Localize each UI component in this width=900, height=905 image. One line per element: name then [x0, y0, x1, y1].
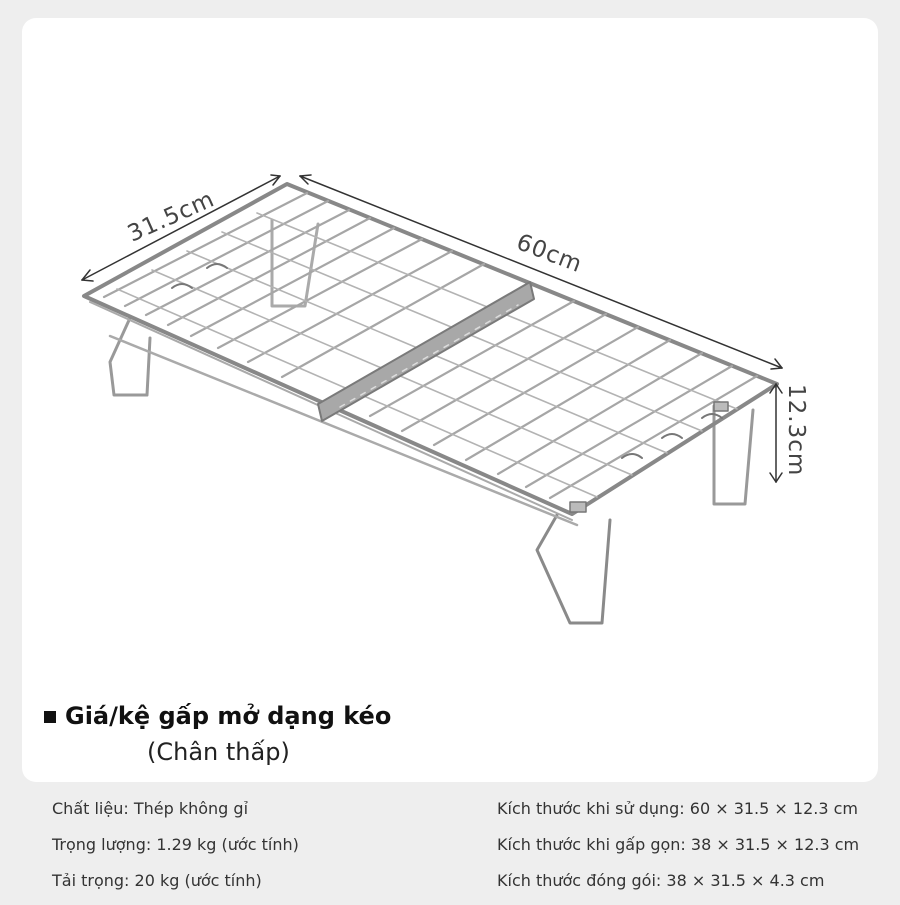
specs-left-column — [52, 797, 299, 905]
product-title-row — [44, 702, 391, 730]
folding-rack-illustration — [22, 18, 878, 678]
spec-size-folded: Kích thước khi gấp gọn: 38 × 31.5 × 12.3 cm — [497, 835, 860, 854]
length-dimension-label: 60cm — [512, 229, 586, 279]
product-title: Giá/kệ gấp mở dạng kéo — [65, 702, 392, 730]
height-dimension-label: 12.3cm — [783, 384, 809, 477]
product-card — [22, 18, 878, 782]
product-subtitle: (Chân thấp) — [147, 738, 290, 766]
spec-material: Chất liệu: Thép không gỉ — [52, 799, 249, 818]
width-dimension-label: 31.5cm — [123, 186, 219, 248]
specs-right-column — [497, 797, 859, 905]
spec-size-in-use: Kích thước khi sử dụng: 60 × 31.5 × 12.3 cm — [497, 799, 858, 818]
spec-package-size: Kích thước đóng gói: 38 × 31.5 × 4.3 cm — [497, 871, 825, 890]
square-bullet-icon — [44, 711, 56, 723]
spec-load-capacity: Tải trọng: 20 kg (ước tính) — [52, 871, 262, 890]
spec-weight: Trọng lượng: 1.29 kg (ước tính) — [52, 835, 299, 854]
